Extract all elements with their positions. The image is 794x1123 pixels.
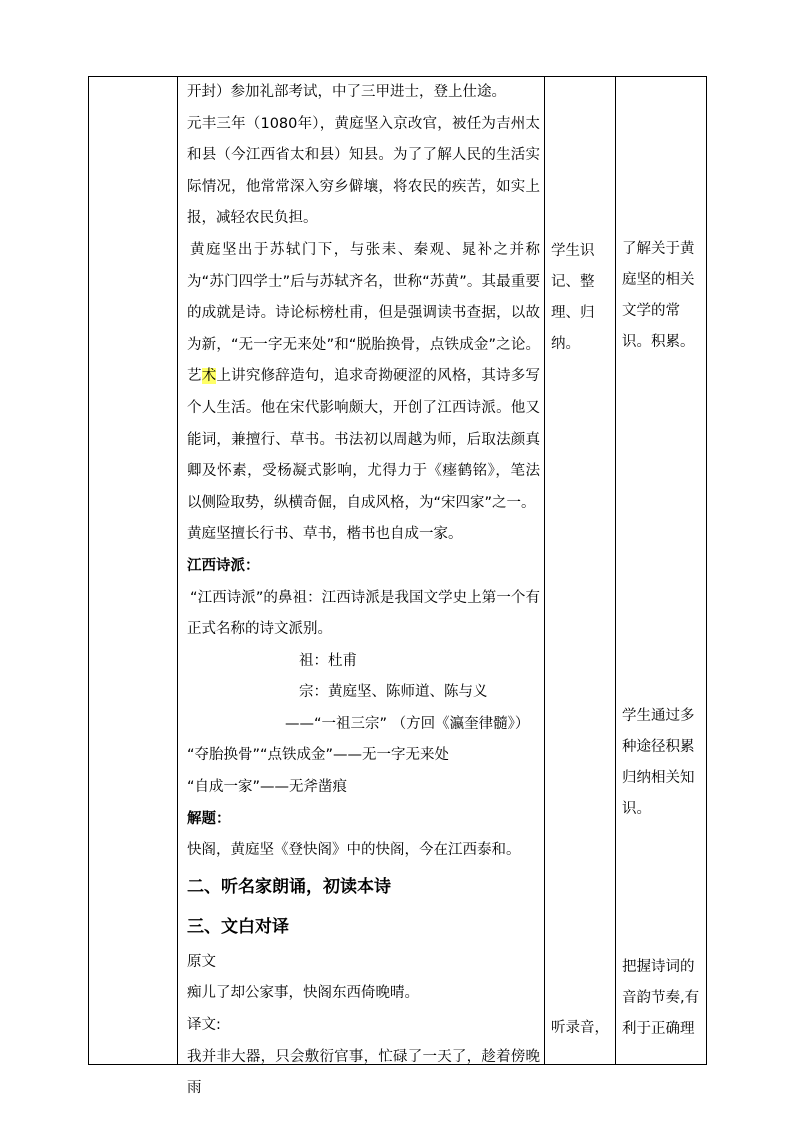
intent-text: 把握诗词的音韵节奏,有利于正确理	[622, 959, 700, 1037]
text-line: 原文	[187, 953, 216, 970]
section-label: 解题：	[187, 810, 231, 827]
text-line: 宗：黄庭坚、陈师道、陈与义	[299, 684, 488, 701]
text-paragraph: 元丰三年（1080年），黄庭坚入京改官，被任为吉州太和县（今江西省太和县）知县。为了了解人民的生活实际情况，他常常深入穷乡僻壤，将农民的疾苦，如实上报，减轻农民负担。	[187, 115, 540, 227]
design-intent-cell	[622, 77, 704, 1064]
activity-text: 听录音，	[551, 1020, 609, 1036]
text-line: 黄庭坚擅长行书、草书，楷书也自成一家。	[187, 526, 463, 543]
column-divider	[177, 77, 178, 1064]
column-divider	[615, 77, 616, 1064]
text-line: “夺胎换骨”“点铁成金”——无一字无来处	[187, 747, 450, 764]
text-line: 译文:	[187, 1017, 221, 1034]
intent-text: 了解关于黄庭坚的相关文学的常识。积累。	[622, 241, 695, 350]
student-activity-cell	[551, 77, 611, 1064]
text-line: 开封）参加礼部考试，中了三甲进士，登上仕途。	[187, 84, 506, 100]
teaching-content-cell	[187, 77, 541, 1097]
section-heading: 二、听名家朗诵，初读本诗	[187, 876, 391, 897]
activity-text: 学生识记、整理、归纳。	[551, 243, 595, 352]
text-line: ——“一祖三宗” （方回《瀛奎律髓》）	[285, 715, 530, 732]
column-divider	[544, 77, 545, 1064]
text-line: 祖：杜甫	[299, 652, 357, 669]
section-label: 江西诗派：	[187, 557, 260, 574]
highlighted-char: 术	[201, 368, 217, 385]
text-line: 痴儿了却公家事，快阁东西倚晚晴。	[187, 985, 419, 1002]
text-line: 快阁，黄庭坚《登快阁》中的快阁，今在江西泰和。	[187, 842, 521, 859]
lesson-table	[88, 76, 707, 1097]
section-heading: 三、文白对译	[187, 916, 289, 937]
intent-text: 学生通过多种途径积累归纳相关知识。	[622, 708, 695, 817]
text-line: “自成一家”——无斧凿痕	[187, 779, 348, 796]
text-line: 我并非大器，只会敷衍官事，忙碌了一天了，趁着傍晚雨	[187, 1048, 540, 1097]
text-paragraph: “江西诗派”的鼻祖：江西诗派是我国文学史上第一个有正式名称的诗文派别。	[187, 589, 540, 638]
text-paragraph: 黄庭坚出于苏轼门下，与张耒、秦观、晁补之并称为“苏门四学士”后与苏轼齐名，世称“苏黄”。其最重要的成就是诗。诗论标榜杜甫，但是强调读书查据，以故为新，“无一字无来处”和“脱胎换骨，点铁成金”之论。艺术上讲究修辞造句，追求奇拗硬涩的风格，其诗多写个人生活。他在宋代影响颇大，开创了江西诗派。他又能词，兼擅行、草书。书法初以周越为师，后取法颜真卿及怀素，受杨凝式影响，尤得力于《瘗鹤铭》，笔法以侧险取势，纵横奇倔，自成风格，为“宋四家”之一。	[187, 241, 541, 511]
